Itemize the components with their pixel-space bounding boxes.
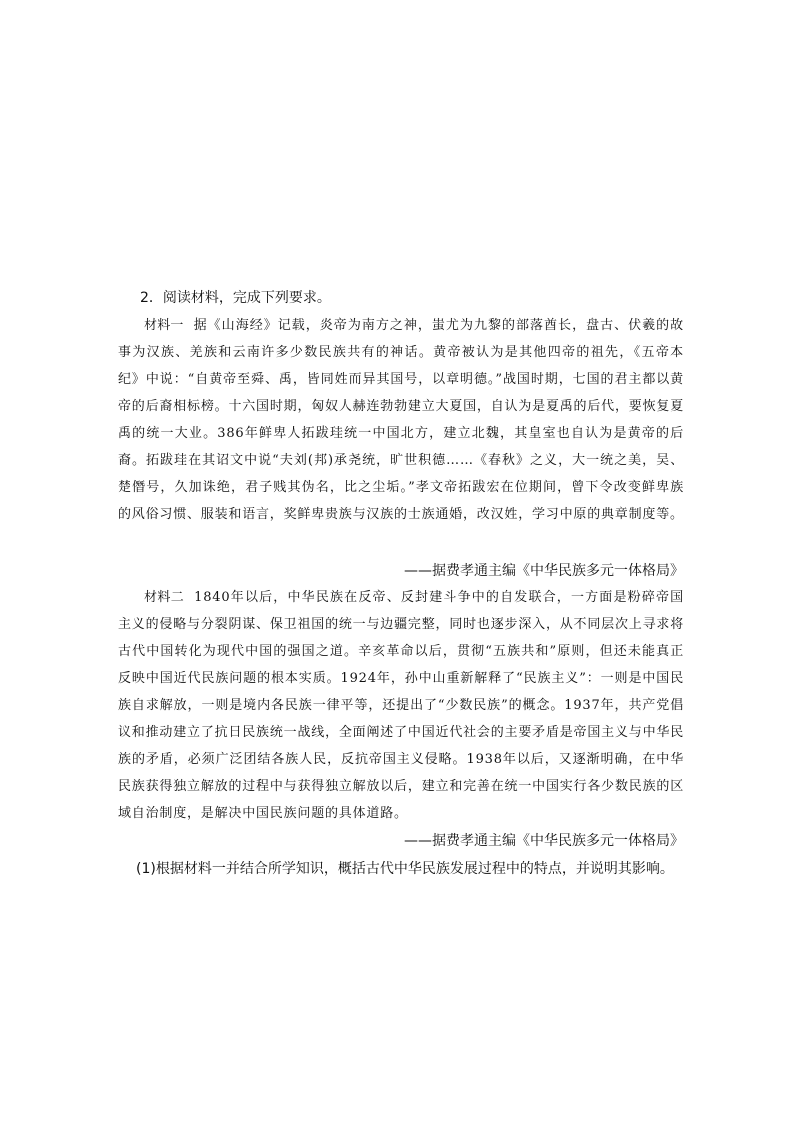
material-2-text: 1840年以后，中华民族在反帝、反封建斗争中的自发联合，一方面是粉碎帝国主义的侵略与分裂阴谋、保卫祖国的统一与边疆完整，同时也逐步深入，从不同层次上寻求将古代中国转化为现代中国的强国之道。辛亥革命以后，贯彻“五族共和”原则，但还未能真正反映中国近代民族问题的根本实质。1924年，孙中山重新解释了“民族主义”：一则是中国民族自求解放，一则是境内各民族一律平等，还提出了“少数民族”的概念。1937年，共产党倡议和推动建立了抗日民族统一战线，全面阐述了中国近代社会的主要矛盾是帝国主义与中华民族的矛盾，必须广泛团结各族人民，反抗帝国主义侵略。1938年以后，又逐渐明确，在中华民族获得独立解放的过程中与获得独立解放以后，建立和完善在统一中国实行各少数民族的区域自治制度，是解决中国民族问题的具体道路。: [118, 590, 684, 821]
material-1-label: 材料一: [144, 318, 184, 333]
material-2-paragraph: [118, 584, 684, 827]
material-1-source: ——据费孝通主编《中华民族多元一体格局》: [404, 563, 684, 579]
question-title: 2．阅读材料，完成下列要求。: [140, 290, 331, 306]
material-2-source: ——据费孝通主编《中华民族多元一体格局》: [404, 833, 684, 849]
material-1-text: 据《山海经》记载，炎帝为南方之神，蚩尤为九黎的部落酋长，盘古、伏羲的故事为汉族、羌族和云南许多少数民族共有的神话。黄帝被认为是其他四帝的祖先，《五帝本纪》中说：“自黄帝至舜、禹，皆同姓而异其国号，以章明德。”战国时期，七国的君主都以黄帝的后裔相标榜。十六国时期，匈奴人赫连勃勃建立大夏国，自认为是夏禹的后代，要恢复夏禹的统一大业。386年鲜卑人拓跋珪统一中国北方，建立北魏，其皇室也自认为是黄帝的后裔。拓跋珪在其诏文中说“夫刘(邦)承尧统，旷世积德……《春秋》之义，大一统之美，吴、楚僭号，久加诛绝，君子贱其伪名，比之尘垢。”孝文帝拓跋宏在位期间，曾下令改变鲜卑族的风俗习惯、服装和语言，奖鲜卑贵族与汉族的士族通婚，改汉姓，学习中原的典章制度等。: [118, 318, 684, 522]
material-1-source-block: [118, 558, 684, 584]
subquestion-1: (1)根据材料一并结合所学知识，概括古代中华民族发展过程中的特点，并说明其影响。: [136, 861, 674, 877]
material-1-paragraph: [118, 312, 684, 528]
material-2-block: [118, 584, 684, 827]
material-2-source-block: [118, 828, 684, 854]
material-1-block: [118, 312, 684, 528]
material-2-label: 材料二: [144, 590, 185, 605]
